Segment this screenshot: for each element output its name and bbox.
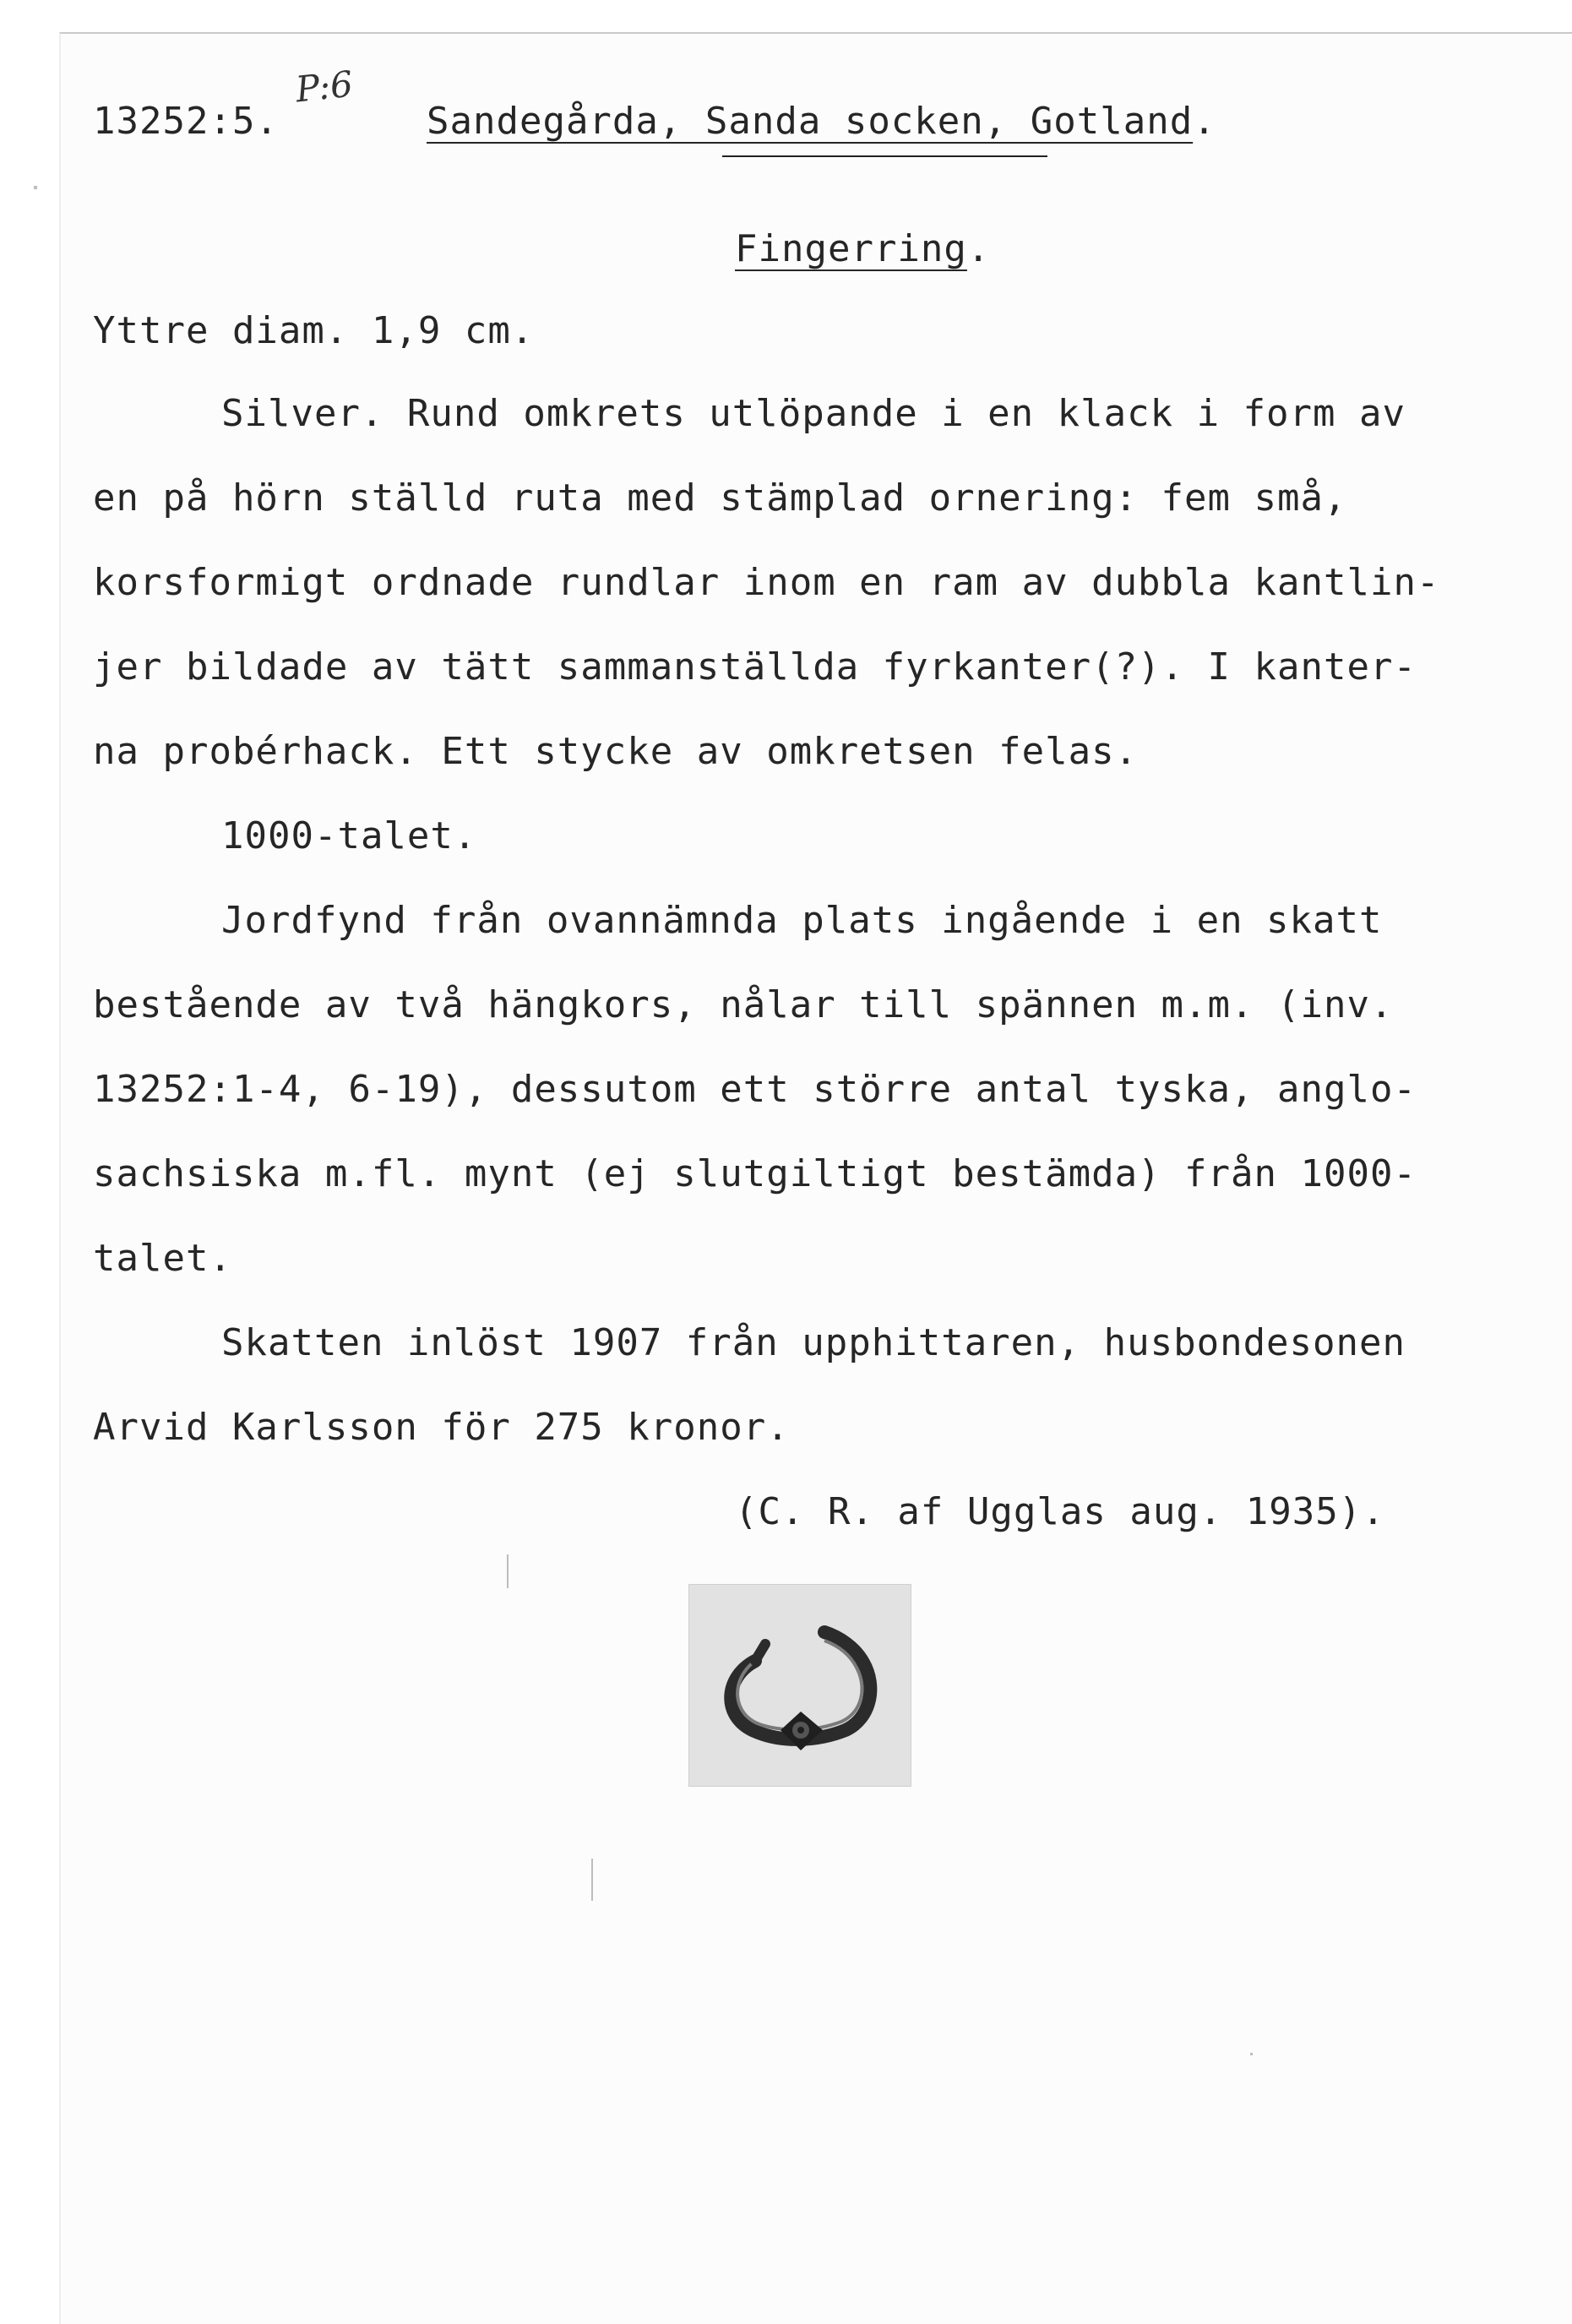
text-line: korsformigt ordnade rundlar inom en ram av dubbla kantlin- (93, 561, 1440, 604)
text-line: bestående av två hängkors, nålar till spännen m.m. (inv. (93, 983, 1394, 1026)
location-underline (722, 155, 1047, 157)
text-line: 13252:1-4, 6-19), dessutom ett större antal tyska, anglo- (93, 1068, 1417, 1111)
text-line: Arvid Karlsson för 275 kronor. (93, 1406, 790, 1449)
text-line: na probérhack. Ett stycke av omkretsen felas. (93, 730, 1139, 773)
text-line: Jordfynd från ovannämnda plats ingående i en skatt (221, 899, 1383, 942)
text-line: talet. (93, 1237, 232, 1280)
text-line: en på hörn ställd ruta med stämplad ornering: fem små, (93, 476, 1347, 520)
document-title (735, 227, 991, 270)
title-period: . (966, 227, 991, 270)
paper-speck (1250, 2053, 1253, 2055)
paper-speck (34, 186, 37, 189)
handwritten-note: P:6 (293, 63, 356, 111)
text-line: jer bildade av tätt sammanställda fyrkanter(?). I kanter- (93, 645, 1417, 688)
author-signature-line: (C. R. af Ugglas aug. 1935). (735, 1490, 1385, 1533)
location-period: . (1193, 100, 1216, 143)
location-text: Sandegårda, Sanda socken, Gotland (427, 100, 1194, 143)
text-line: Yttre diam. 1,9 cm. (93, 309, 535, 352)
paper-mark (591, 1859, 593, 1901)
ring-photograph (688, 1584, 911, 1787)
text-line: sachsiska m.fl. mynt (ej slutgiltigt bestämda) från 1000- (93, 1152, 1417, 1195)
inventory-number: 13252:5. (93, 100, 279, 143)
text-line: Skatten inlöst 1907 från upphittaren, husbondesonen (221, 1321, 1406, 1364)
paper-mark (507, 1554, 509, 1588)
text-line: Silver. Rund omkrets utlöpande i en klack i form av (221, 392, 1406, 435)
title-text: Fingerring (735, 227, 967, 270)
text-line: 1000-talet. (221, 814, 477, 857)
ring-image (689, 1585, 911, 1786)
location-heading (427, 100, 1216, 143)
